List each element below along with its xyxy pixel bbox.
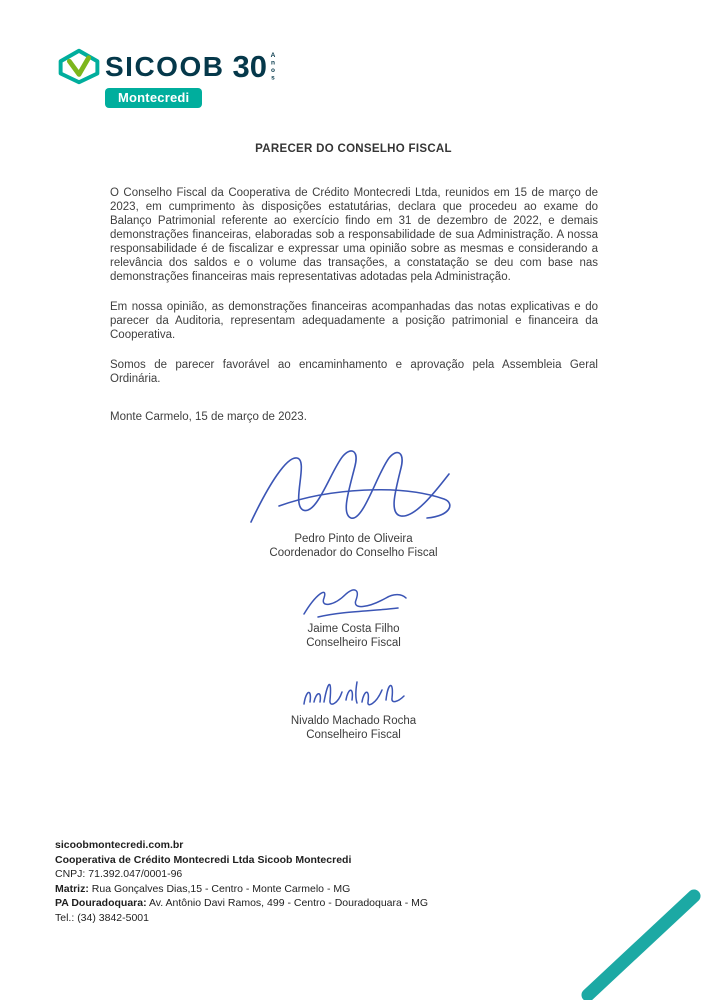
footer-cnpj-line [55,867,428,882]
body-paragraph: Em nossa opinião, as demonstrações financeiras acompanhadas das notas explicativas e do parecer da Auditoria, representam adequadamente a posição patrimonial e financeira da Cooperativa. [110,301,598,341]
signature-block [0,444,707,560]
footer-cnpj-value: 71.392.047/0001-96 [88,868,183,880]
signer-name: Pedro Pinto de Oliveira [294,533,413,545]
signature-section [0,444,707,742]
handwritten-signature-icon [239,444,469,532]
signature-block [0,672,707,742]
document-title: PARECER DO CONSELHO FISCAL [255,143,452,155]
brand-header [58,48,275,108]
brand-unit-badge: Montecredi [105,88,202,108]
brand-logo-row [58,48,275,85]
footer-matriz-line [55,882,428,897]
document-footer [55,838,428,925]
decorative-corner-stripe [579,887,703,1000]
footer-company: Cooperativa de Crédito Montecredi Ltda Sicoob Montecredi [55,853,352,866]
footer-pa-line [55,896,428,911]
footer-cnpj-label: CNPJ: [55,868,86,880]
signer-name: Nivaldo Machado Rocha [290,715,417,727]
signer-role: Conselheiro Fiscal [306,637,401,649]
footer-matriz-value: Rua Gonçalves Dias,15 - Centro - Monte Carmelo - MG [91,882,351,895]
footer-website: sicoobmontecredi.com.br [55,839,184,851]
signer-name: Jaime Costa Filho [307,623,400,635]
body-paragraph: Somos de parecer favorável ao encaminhamento e aprovação pela Assembleia Geral Ordinária. [110,359,598,385]
footer-tel-value: (34) 3842-5001 [77,911,149,924]
footer-tel-label: Tel.: [55,911,75,924]
footer-matriz-label: Matriz: [55,882,89,895]
brand-wordmark: SICOOB [105,50,225,82]
signer-role: Coordenador do Conselho Fiscal [269,547,438,559]
anniversary-number: 30 [232,49,267,84]
handwritten-signature-icon [294,584,414,622]
signer-role: Conselheiro Fiscal [306,729,401,741]
dateline: Monte Carmelo, 15 de março de 2023. [110,411,307,423]
anniversary-label: Anos [269,51,277,82]
document-body [110,186,598,440]
footer-pa-label: PA Douradoquara: [55,897,147,909]
sicoob-logo-icon [58,48,100,85]
footer-pa-value: Av. Antônio Davi Ramos, 499 - Centro - Douradoquara - MG [148,897,429,909]
footer-tel-line [55,911,428,926]
body-paragraph: O Conselho Fiscal da Cooperativa de Crédito Montecredi Ltda, reunidos em 15 de março de 2023, em cumprimento às disposições estatutárias, declara que procedeu ao exame do Balanço Patrimonial referente ao exercício findo em 31 de dezembro de 2022, e demais demonstrações financeiras, elaboradas sob a responsabilidade de sua Administração. A nossa responsabilidade é de fiscalizar e expressar uma opinião sobre as mesmas e considerando a relevância dos saldos e o volume das transações, a constatação se deu com base nas demonstrações financeiras mais representativas adotadas pela Administração. [110,187,598,283]
handwritten-signature-icon [294,672,414,714]
signature-block [0,584,707,650]
